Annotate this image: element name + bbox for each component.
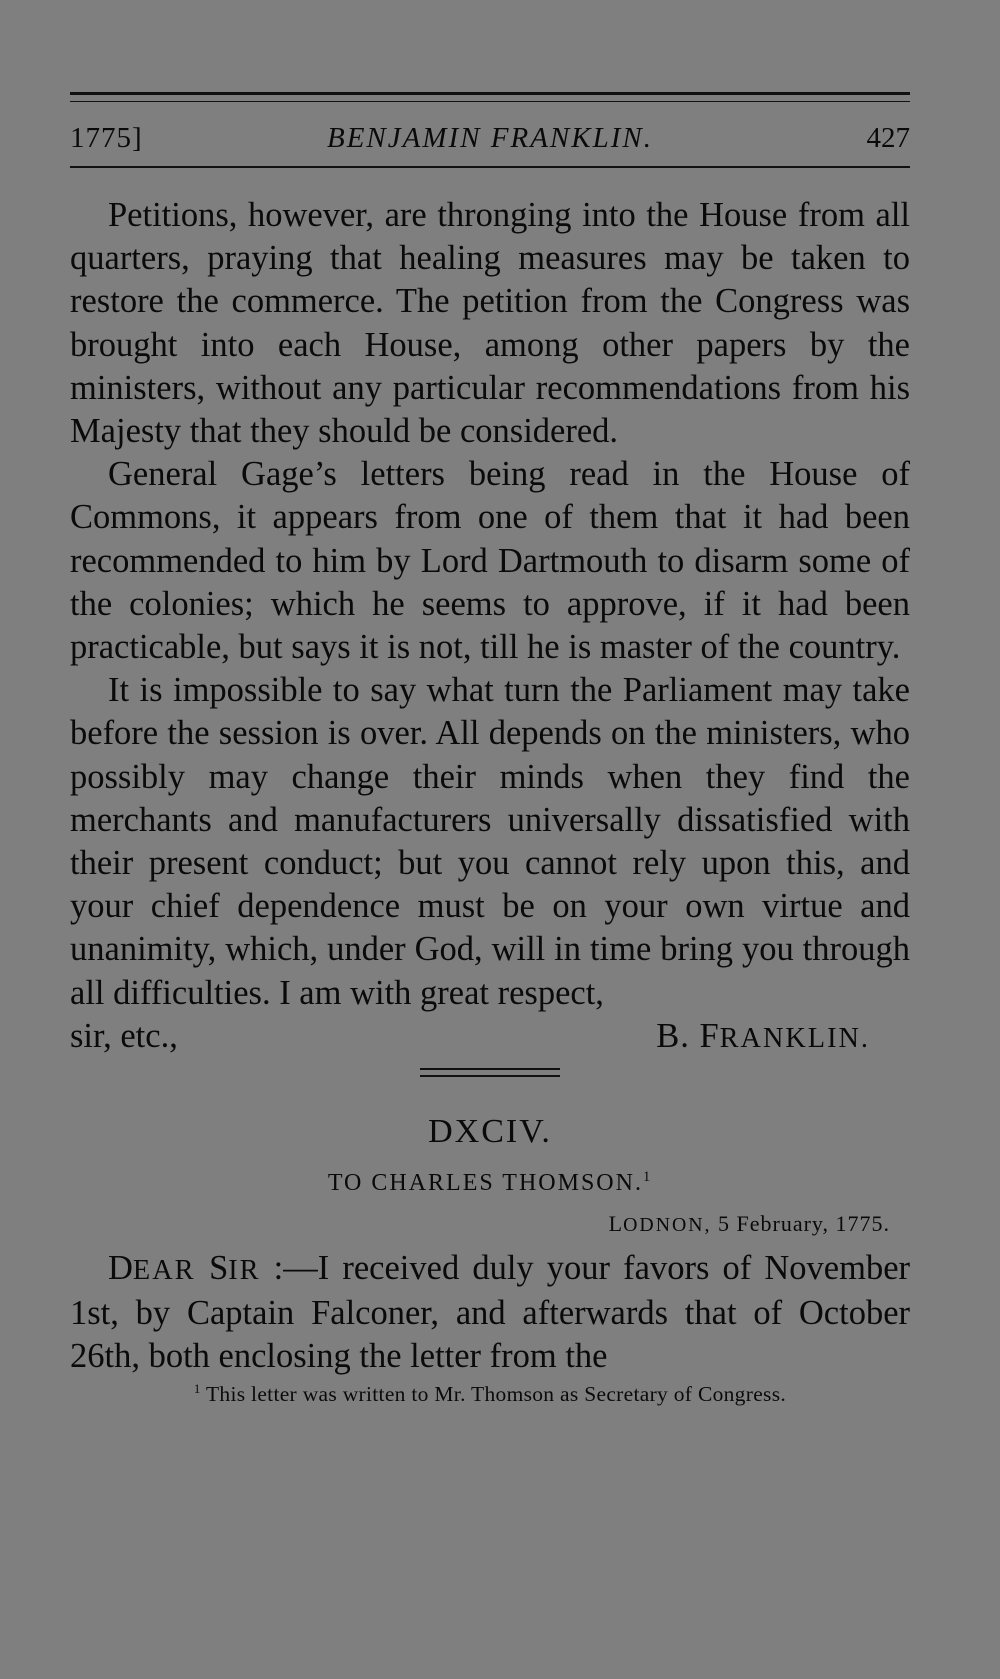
dateline [70, 1211, 910, 1237]
dateline-date: 5 February, 1775. [711, 1210, 890, 1236]
addressee [70, 1169, 910, 1197]
signature [656, 1015, 870, 1060]
top-rule-thin [70, 101, 910, 102]
signature-initial: B. F [656, 1016, 720, 1055]
salutation-rest-1: EAR [132, 1254, 210, 1286]
letter-opening-paragraph [70, 1247, 910, 1379]
dateline-place-initial: L [608, 1210, 624, 1236]
footnote-marker: 1 [642, 1168, 653, 1185]
paragraph-petitions: Petitions, however, are thronging into the House from all quarters, praying that healing measures may be taken to restore the commerce. The petition from the Congress was brought into each House, among other papers by the ministers, without any particular recommendations from his Majesty that they should be considered. [70, 196, 910, 451]
top-rule [70, 92, 910, 95]
section-divider [420, 1068, 560, 1077]
closing-text: sir, etc., [70, 1016, 178, 1055]
salutation-initial-2: S [209, 1248, 229, 1287]
salutation-initial-1: D [108, 1248, 133, 1287]
letter-text: :—I received duly your favors of November 1st, by Captain Falconer, and afterwards that of October 26th, both enclosing the letter from the [70, 1248, 910, 1376]
page-number: 427 [866, 122, 910, 154]
book-page [70, 92, 910, 1408]
footnote [70, 1382, 910, 1407]
closing-line [70, 1015, 910, 1058]
footnote-text: This letter was written to Mr. Thomson as Secretary of Congress. [200, 1382, 787, 1407]
paragraph-gage: General Gage’s letters being read in the House of Commons, it appears from one of them that it had been recommended to him by Lord Dartmouth to disarm some of the colonies; which he seems to approve, if it had been practicable, but says it is not, till he is master of the country. [70, 455, 910, 667]
dateline-place-rest: ODNON, [623, 1213, 712, 1236]
letter-number: DXCIV. [428, 1112, 552, 1150]
running-head-title: BENJAMIN FRANKLIN. [327, 122, 653, 154]
paragraph-parliament: It is impossible to say what turn the Parliament may take before the session is over. All depends on the ministers, who possibly may change their minds when they find the merchants and manufacturers universally dissatisfied with their present conduct; but you cannot rely upon this, and your chief dependence must be on your own virtue and unanimity, which, under God, will in time bring you through all difficulties. I am with great respect, [70, 671, 910, 1012]
salutation-rest-2: IR [228, 1254, 261, 1286]
letter-body [70, 1247, 910, 1379]
running-head [70, 122, 910, 170]
signature-rest: RANKLIN. [719, 1022, 870, 1054]
running-head-year: 1775] [70, 122, 143, 154]
footnote-number: 1 [193, 1382, 201, 1397]
addressee-text: TO CHARLES THOMSON. [327, 1169, 643, 1196]
body-text [70, 194, 910, 1015]
